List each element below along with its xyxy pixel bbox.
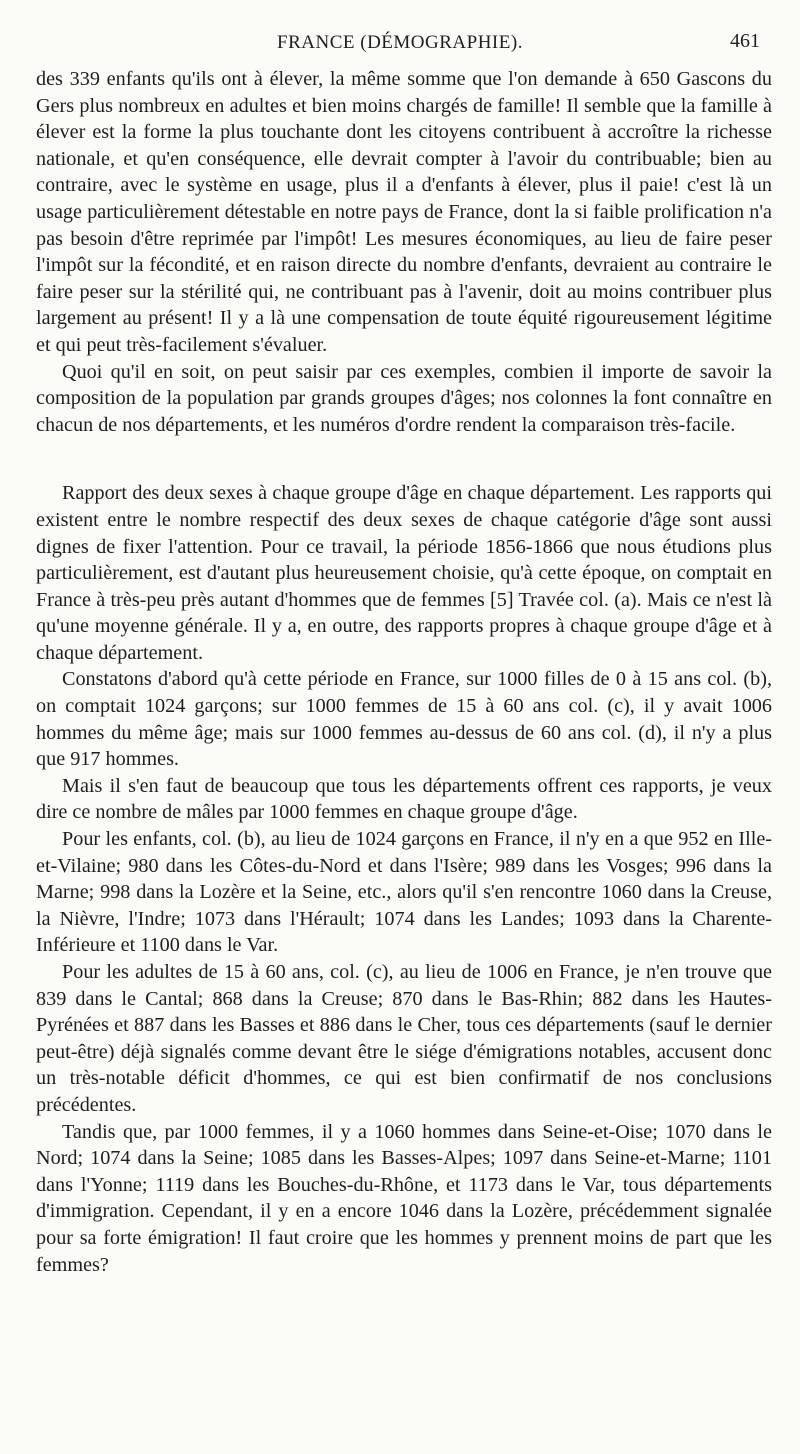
page-number: 461 — [730, 30, 760, 52]
paragraph: Constatons d'abord qu'à cette période en France, sur 1000 filles de 0 à 15 ans col. (b), on comptait 1024 garçons; sur 1000 femmes de 15 à 60 ans col. (c), il y avait 1006 hommes du même âge; mais sur 1000 femmes au-dessus de 60 ans col. (d), il n'y a plus que 917 hommes. — [36, 668, 772, 771]
paragraph: Pour les enfants, col. (b), au lieu de 1024 garçons en France, il n'y en a que 952 en Ille-et-Vilaine; 980 dans les Côtes-du-Nord et dans l'Isère; 989 dans les Vosges; 996 dans la Marne; 998 dans la Lozère et la Seine, etc., alors qu'il s'en rencontre 1060 dans la Creuse, la Nièvre, l'Indre; 1073 dans l'Hérault; 1074 dans les Landes; 1093 dans la Charente-Inférieure et 1100 dans le Var. — [36, 828, 772, 957]
paragraph: des 339 enfants qu'ils ont à élever, la même somme que l'on demande à 650 Gascons du Gers plus nombreux en adultes et bien moins chargés de famille! Il semble que la famille à élever est la forme la plus touchante dont les citoyens contribuent à accroître la richesse nationale, et qu'en conséquence, elle devrait compter à l'avoir du contribuable; bien au contraire, avec le système en usage, plus il a d'enfants à élever, plus il paie! c'est là un usage particulièrement détestable en notre pays de France, dont la si faible prolification n'a pas besoin d'être reprimée par l'impôt! Les mesures économiques, au lieu de faire peser l'impôt sur la fécondité, et en raison directe du nombre d'enfants, devraient au contraire le faire peser sur la stérilité qui, ne contribuant pas à l'avenir, doit au moins contribuer plus largement au présent! Il y a là une compensation de toute équité rigoureusement légitime et qui peut très-facilement s'évaluer. — [36, 68, 772, 356]
running-title: FRANCE (DÉMOGRAPHIE). — [277, 32, 523, 53]
section-paragraph: Rapport des deux sexes à chaque groupe d'âge en chaque département. Les rapports qui existent entre le nombre respectif des deux sexes de chaque catégorie d'âge sont aussi dignes de fixer l'attention. Pour ce travail, la période 1856-1866 que nous étudions plus particulièrement, est d'autant plus heureusement choisie, qu'à cette époque, on comptait en France à très-peu près autant d'hommes que de femmes [5] Travée col. (a). Mais ce n'est là qu'une moyenne générale. Il y a, en outre, des rapports propres à chaque groupe d'âge et à chaque département. — [36, 482, 772, 664]
paragraph: Quoi qu'il en soit, on peut saisir par ces exemples, combien il importe de savoir la composition de la population par grands groupes d'âges; nos colonnes la font connaître en chacun de nos départements, et les numéros d'ordre rendent la comparaison très-facile. — [36, 360, 772, 436]
page-header — [0, 30, 800, 58]
paragraph: Tandis que, par 1000 femmes, il y a 1060 hommes dans Seine-et-Oise; 1070 dans le Nord; 1074 dans la Seine; 1085 dans les Basses-Alpes; 1097 dans Seine-et-Marne; 1101 dans l'Yonne; 1119 dans les Bouches-du-Rhône, et 1173 dans le Var, tous départements d'immigration. Cependant, il y en a encore 1046 dans la Lozère, précédemment signalée pour sa forte émigration! Il faut croire que les hommes y prennent moins de part que les femmes? — [36, 1120, 772, 1276]
paragraph: Pour les adultes de 15 à 60 ans, col. (c), au lieu de 1006 en France, je n'en trouve que 839 dans le Cantal; 868 dans la Creuse; 870 dans le Bas-Rhin; 882 dans les Hautes-Pyrénées et 887 dans les Basses et 886 dans le Cher, tous ces départements (sauf le dernier peut-être) déjà signalés comme devant être le siége d'émigrations notables, accusent donc un très-notable déficit d'hommes, ce qui est bien confirmatif de nos conclusions précédentes. — [36, 961, 772, 1116]
body-text — [36, 66, 772, 1278]
paragraph: Mais il s'en faut de beaucoup que tous les départements offrent ces rapports, je veux dire ce nombre de mâles par 1000 femmes en chaque groupe d'âge. — [36, 774, 772, 824]
